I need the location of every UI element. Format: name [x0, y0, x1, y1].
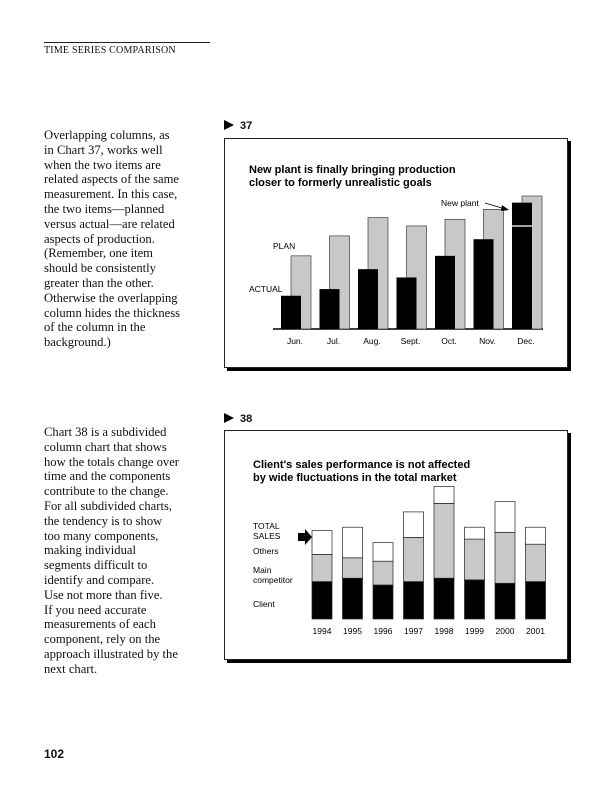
total-sales-arrow-icon: [298, 529, 312, 545]
others-segment-1995: [343, 527, 363, 558]
legend-plan: PLAN: [273, 241, 296, 251]
client-segment-1998: [434, 578, 454, 619]
chart37-svg: [225, 139, 567, 367]
annotation-new-plant: New plant: [441, 198, 479, 208]
client-segment-2000: [495, 583, 515, 619]
others-segment-2000: [495, 502, 515, 533]
chart38-title-line: Client's sales performance is not affected: [253, 459, 471, 471]
chart38-x-tick: 1999: [465, 626, 484, 636]
chart38-label: 38: [240, 413, 253, 425]
actual-bar-sept: [397, 277, 417, 329]
actual-bar-aug: [358, 269, 378, 329]
actual-bar-oct: [435, 256, 455, 329]
page-number: 102: [44, 747, 65, 761]
actual-bar-jun: [281, 296, 301, 329]
chart37-x-tick: Sept.: [400, 336, 421, 346]
triangle-marker-icon: [224, 120, 234, 130]
chart38-x-tick: 1998: [434, 626, 454, 636]
chart38-frame: [224, 430, 568, 660]
chart37-frame: [224, 138, 568, 368]
actual-bar-jul: [320, 289, 340, 329]
main-competitor-segment-1997: [404, 537, 424, 581]
main-competitor-segment-2001: [526, 544, 546, 581]
section-header: TIME SERIES COMPARISON: [44, 45, 176, 56]
chart37-x-tick: Dec.: [517, 336, 535, 346]
client-segment-1996: [373, 585, 393, 619]
chart37-x-tick: Jun.: [286, 336, 304, 346]
legend-client: Client: [253, 599, 275, 609]
chart38-x-tick: 1997: [404, 626, 423, 636]
chart37-x-tick: Nov.: [479, 336, 496, 346]
legend-main-competitor-line: competitor: [253, 575, 293, 585]
client-segment-1999: [465, 580, 485, 619]
chart37-x-tick: Jul.: [326, 336, 341, 346]
chart38-x-tick: 1996: [373, 626, 393, 636]
chart38-x-tick: 1995: [343, 626, 362, 636]
chart37-title-line: closer to formerly unrealistic goals: [249, 177, 432, 189]
others-segment-1997: [404, 512, 424, 538]
chart37-x-tick: Aug.: [363, 336, 381, 346]
chart38-x-tick: 1994: [312, 626, 332, 636]
actual-bar-nov: [474, 239, 494, 329]
others-segment-1999: [465, 527, 485, 539]
legend-others: Others: [253, 546, 279, 556]
others-segment-1994: [312, 531, 332, 555]
triangle-marker-icon: [224, 413, 234, 423]
client-segment-2001: [526, 582, 546, 619]
paragraph-chart37: Overlapping columns, as in Chart 37, works well when the two items are related aspects of the same measurement. In this case, the two items—planned versus actual—are related aspects of production. (Remember, one item should be consistently greater than the other. Otherwise the overlapping column hides the thickness of the column in the background.): [44, 128, 181, 350]
client-segment-1997: [404, 582, 424, 619]
chart38-x-tick: 2000: [495, 626, 515, 636]
client-segment-1995: [343, 578, 363, 619]
paragraph-chart38: Chart 38 is a subdivided column chart that shows how the totals change over time and the components contribute to the change. For all subdivided charts, the tendency is to show too many components, making individual segments difficult to identify and compare. Use not more than five. If you need accurate measurements of each component, rely on the approach illustrated by the next chart.: [44, 425, 179, 676]
main-competitor-segment-1999: [465, 539, 485, 580]
total-sales-label: TOTAL: [253, 521, 280, 531]
legend-actual: ACTUAL: [249, 284, 283, 294]
total-sales-label: SALES: [253, 531, 281, 541]
header-rule: [44, 42, 210, 43]
main-competitor-segment-1996: [373, 561, 393, 585]
others-segment-1998: [434, 486, 454, 503]
chart38-number: [224, 413, 252, 425]
chart38-x-tick: 2001: [526, 626, 545, 636]
client-segment-1994: [312, 582, 332, 619]
legend-main-competitor-line: Main: [253, 565, 272, 575]
chart37-number: [224, 120, 252, 132]
others-segment-1996: [373, 543, 393, 562]
chart37-label: 37: [240, 120, 253, 132]
main-competitor-segment-2000: [495, 532, 515, 583]
chart38-svg: [225, 431, 567, 659]
chart38-title-line: by wide fluctuations in the total market: [253, 472, 457, 484]
chart37-title-line: New plant is finally bringing production: [249, 164, 456, 176]
others-segment-2001: [526, 527, 546, 544]
main-competitor-segment-1995: [343, 558, 363, 578]
chart37-x-tick: Oct.: [441, 336, 457, 346]
annotation-arrow-head: [501, 205, 509, 211]
main-competitor-segment-1998: [434, 503, 454, 578]
main-competitor-segment-1994: [312, 554, 332, 581]
actual-bar-dec: [512, 203, 532, 329]
